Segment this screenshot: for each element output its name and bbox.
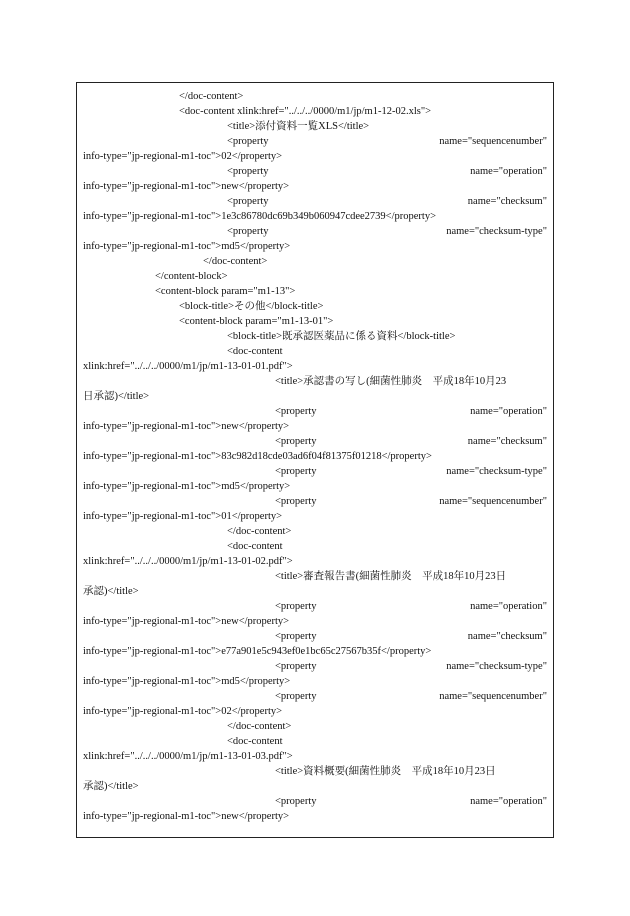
code-text: <doc-content	[227, 736, 283, 747]
code-text: <property	[227, 166, 269, 177]
code-line	[83, 599, 549, 614]
code-text: name="checksum-type"	[446, 466, 547, 477]
code-line	[83, 344, 549, 359]
code-line	[83, 779, 549, 794]
code-line	[83, 194, 549, 209]
code-text: xlink:href="../../../0000/m1/jp/m1-13-01-02.pdf">	[83, 556, 293, 567]
code-text: <property	[275, 466, 317, 477]
code-line	[83, 584, 549, 599]
code-line	[83, 449, 549, 464]
code-line	[83, 479, 549, 494]
code-text: xlink:href="../../../0000/m1/jp/m1-13-01-01.pdf">	[83, 361, 293, 372]
code-text: name="sequencenumber"	[439, 691, 547, 702]
code-line	[83, 224, 549, 239]
code-text: name="operation"	[470, 406, 547, 417]
code-line	[83, 299, 549, 314]
code-text: name="checksum-type"	[446, 661, 547, 672]
code-line	[83, 164, 549, 179]
code-line	[83, 674, 549, 689]
code-text: info-type="jp-regional-m1-toc">new</property>	[83, 811, 290, 822]
code-line	[83, 149, 549, 164]
code-line	[83, 284, 549, 299]
code-line	[83, 569, 549, 584]
code-line	[83, 464, 549, 479]
code-text: info-type="jp-regional-m1-toc">md5</property>	[83, 676, 291, 687]
code-text: 承認)</title>	[83, 586, 139, 597]
code-text: <property	[227, 136, 269, 147]
code-text: name="checksum"	[467, 631, 547, 642]
code-line	[83, 629, 549, 644]
code-text: <property	[275, 436, 317, 447]
code-text: <property	[275, 406, 317, 417]
code-line	[83, 734, 549, 749]
code-line	[83, 119, 549, 134]
code-text: <property	[227, 226, 269, 237]
code-text: 承認)</title>	[83, 781, 139, 792]
code-text: name="operation"	[470, 796, 547, 807]
code-text: </doc-content>	[227, 721, 292, 732]
code-line	[83, 239, 549, 254]
code-line	[83, 329, 549, 344]
code-text: <block-title>その他</block-title>	[179, 301, 324, 312]
code-text: info-type="jp-regional-m1-toc">md5</property>	[83, 241, 291, 252]
code-line	[83, 659, 549, 674]
code-line	[83, 704, 549, 719]
code-line	[83, 509, 549, 524]
code-text: info-type="jp-regional-m1-toc">02</property>	[83, 706, 283, 717]
code-text: info-type="jp-regional-m1-toc">e77a901e5c943ef0e1bc65c27567b35f</property>	[83, 646, 432, 657]
code-line	[83, 404, 549, 419]
code-line	[83, 254, 549, 269]
code-line	[83, 104, 549, 119]
code-text: <property	[275, 496, 317, 507]
code-line	[83, 809, 549, 824]
code-line	[83, 764, 549, 779]
code-text: info-type="jp-regional-m1-toc">new</property>	[83, 421, 290, 432]
code-text: name="checksum"	[467, 436, 547, 447]
code-text: info-type="jp-regional-m1-toc">1e3c86780dc69b349b060947cdee2739</property>	[83, 211, 437, 222]
code-text: </doc-content>	[227, 526, 292, 537]
code-text: xlink:href="../../../0000/m1/jp/m1-13-01-03.pdf">	[83, 751, 293, 762]
code-line	[83, 269, 549, 284]
code-text: name="sequencenumber"	[439, 136, 547, 147]
code-text: <property	[275, 631, 317, 642]
code-text: <doc-content	[227, 541, 283, 552]
code-text: name="checksum"	[467, 196, 547, 207]
code-line	[83, 794, 549, 809]
code-line	[83, 374, 549, 389]
code-text: <title>審査報告書(細菌性肺炎 平成18年10月23日	[275, 571, 507, 582]
code-text: info-type="jp-regional-m1-toc">83c982d18cde03ad6f04f81375f01218</property>	[83, 451, 432, 462]
code-text: name="sequencenumber"	[439, 496, 547, 507]
code-text: <block-title>既承認医薬品に係る資料</block-title>	[227, 331, 456, 342]
code-line	[83, 749, 549, 764]
code-line	[83, 524, 549, 539]
code-text: <property	[275, 796, 317, 807]
code-text: </content-block>	[155, 271, 228, 282]
code-text: <doc-content xlink:href="../../../0000/m1/jp/m1-12-02.xls">	[179, 106, 432, 117]
code-text: <title>承認書の写し(細菌性肺炎 平成18年10月23	[275, 376, 507, 387]
code-line	[83, 89, 549, 104]
code-line	[83, 689, 549, 704]
code-line	[83, 314, 549, 329]
code-line	[83, 719, 549, 734]
code-text: <property	[275, 691, 317, 702]
code-line	[83, 614, 549, 629]
code-text: info-type="jp-regional-m1-toc">new</property>	[83, 616, 290, 627]
code-text: name="operation"	[470, 166, 547, 177]
code-text: info-type="jp-regional-m1-toc">02</property>	[83, 151, 283, 162]
code-text: 日承認)</title>	[83, 391, 150, 402]
code-text: <title>資料概要(細菌性肺炎 平成18年10月23日	[275, 766, 496, 777]
code-text: <content-block param="m1-13-01">	[179, 316, 334, 327]
code-text: <content-block param="m1-13">	[155, 286, 296, 297]
document-frame	[76, 82, 554, 838]
code-text: name="operation"	[470, 601, 547, 612]
code-line	[83, 209, 549, 224]
code-text: <title>添付資料一覧XLS</title>	[227, 121, 370, 132]
code-line	[83, 494, 549, 509]
code-line	[83, 419, 549, 434]
code-text: <property	[275, 601, 317, 612]
code-line	[83, 554, 549, 569]
code-line	[83, 179, 549, 194]
code-line	[83, 434, 549, 449]
code-line	[83, 644, 549, 659]
code-line	[83, 539, 549, 554]
code-text: <property	[275, 661, 317, 672]
code-line	[83, 389, 549, 404]
code-text: <property	[227, 196, 269, 207]
code-text: </doc-content>	[179, 91, 244, 102]
code-line	[83, 134, 549, 149]
code-text: info-type="jp-regional-m1-toc">md5</property>	[83, 481, 291, 492]
code-text: info-type="jp-regional-m1-toc">new</property>	[83, 181, 290, 192]
code-line	[83, 359, 549, 374]
code-text: <doc-content	[227, 346, 283, 357]
code-text: name="checksum-type"	[446, 226, 547, 237]
code-text: info-type="jp-regional-m1-toc">01</property>	[83, 511, 283, 522]
code-text: </doc-content>	[203, 256, 268, 267]
